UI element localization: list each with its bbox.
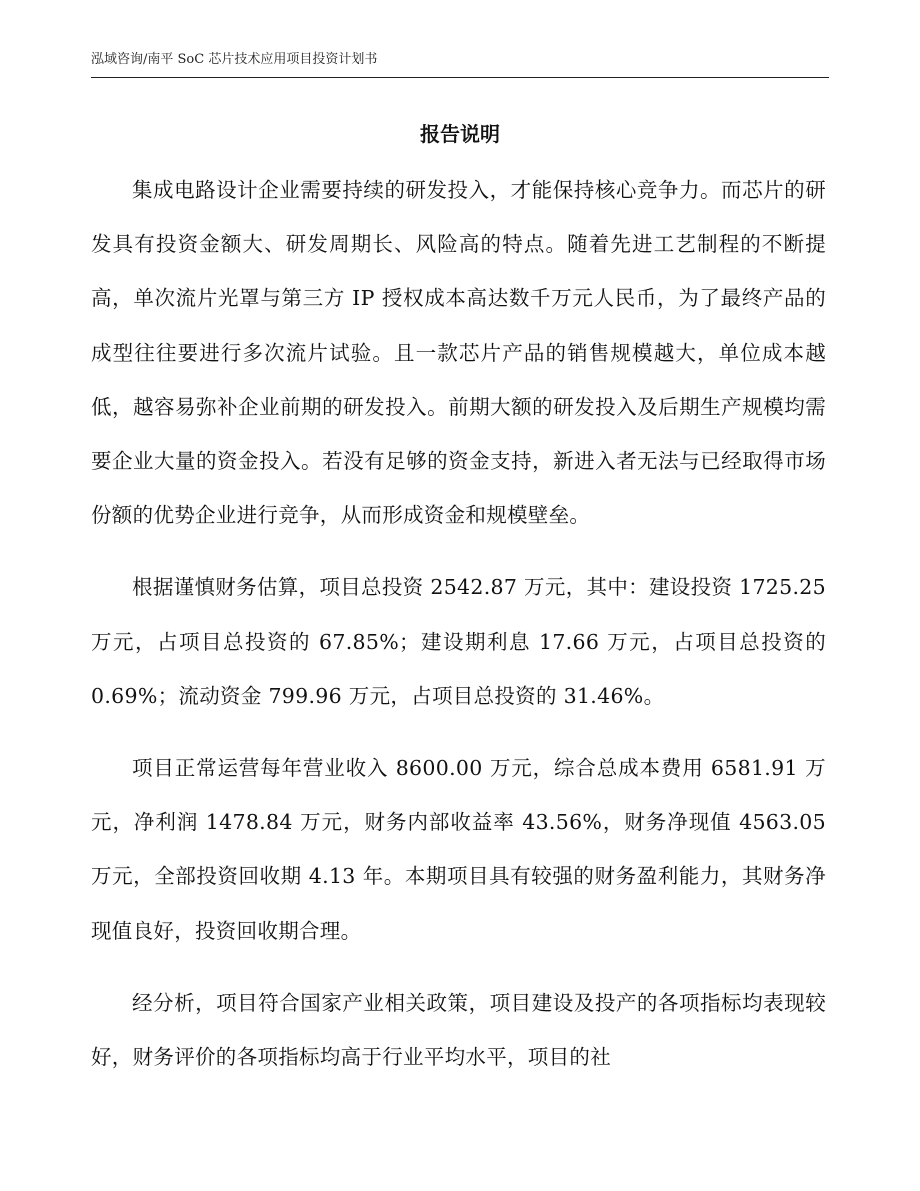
- paragraph-financial-returns: 项目正常运营每年营业收入 8600.00 万元，综合总成本费用 6581.91 万元，净利润 1478.84 万元，财务内部收益率 43.56%，财务净现值 4563.05 万元，全部投资回收期 4.13 年。本期项目具有较强的财务盈利能力，其财务净现值良好，投资回收期合理。: [91, 756, 826, 943]
- paragraph-investment-estimate: 根据谨慎财务估算，项目总投资 2542.87 万元，其中：建设投资 1725.25 万元，占项目总投资的 67.85%；建设期利息 17.66 万元，占项目总投资的 0.69%；流动资金 799.96 万元，占项目总投资的 31.46%。: [91, 575, 826, 708]
- report-title: 报告说明: [420, 122, 500, 146]
- page-header: [91, 48, 829, 78]
- header-text: 泓域咨询/南平 SoC 芯片技术应用项目投资计划书: [91, 52, 378, 67]
- paragraph-industry-barrier: 集成电路设计企业需要持续的研发投入，才能保持核心竞争力。而芯片的研发具有投资金额大、研发周期长、风险高的特点。随着先进工艺制程的不断提高，单次流片光罩与第三方 IP 授权成本高达数千万元人民币，为了最终产品的成型往往要进行多次流片试验。且一款芯片产品的销售规模越大，单位成本越低，越容易弥补企业前期的研发投入。前期大额的研发投入及后期生产规模均需要企业大量的资金投入。若没有足够的资金支持，新进入者无法与已经取得市场份额的优势企业进行竞争，从而形成资金和规模壁垒。: [91, 178, 826, 528]
- report-body: [91, 163, 826, 1102]
- paragraph-analysis: 经分析，项目符合国家产业相关政策，项目建设及投产的各项指标均表现较好，财务评价的各项指标均高于行业平均水平，项目的社: [91, 990, 826, 1070]
